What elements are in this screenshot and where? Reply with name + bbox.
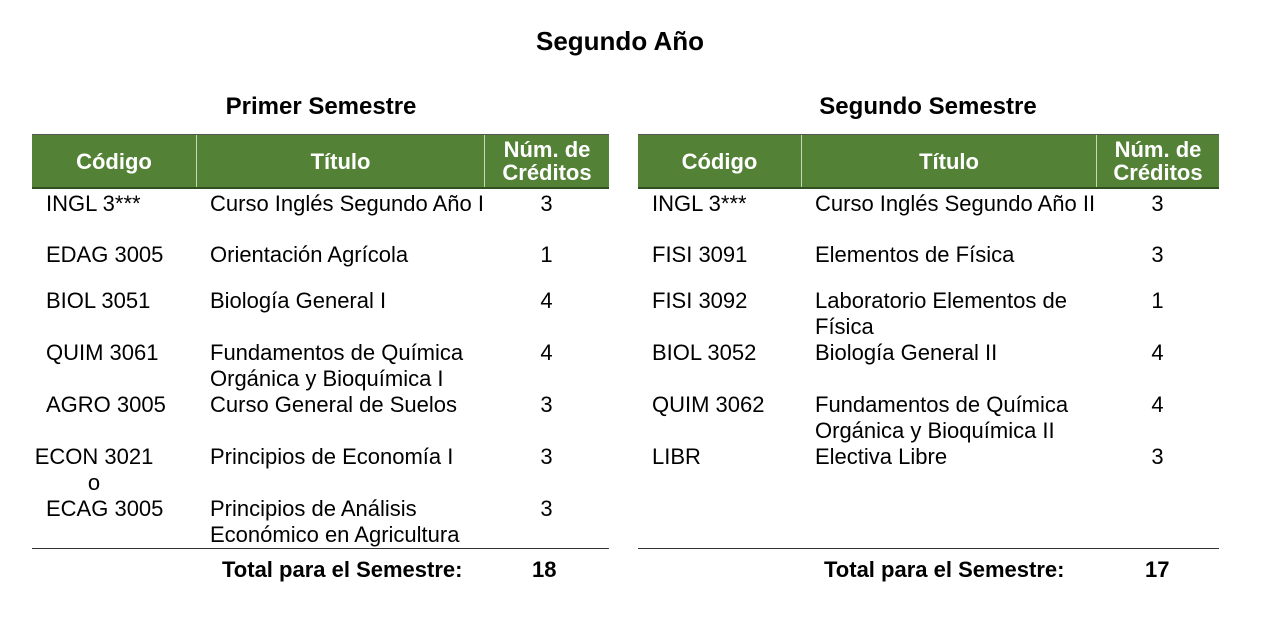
course-credits: 3 — [540, 444, 553, 469]
course-credits: 3 — [540, 392, 553, 417]
table-row — [32, 392, 609, 418]
course-title: Fundamentos de Química Orgánica y Bioquímica I — [210, 340, 464, 391]
header-title: Título — [196, 135, 484, 187]
table-row — [32, 191, 609, 217]
course-code: INGL 3*** — [652, 191, 747, 216]
course-credits: 3 — [1151, 242, 1164, 267]
course-credits: 3 — [1151, 191, 1164, 216]
table-row — [32, 496, 609, 548]
first-semester-body — [32, 189, 609, 549]
course-title: Biología General II — [815, 340, 998, 365]
header-title: Título — [801, 135, 1096, 187]
course-credits: 4 — [1151, 392, 1164, 417]
course-code: ECAG 3005 — [46, 496, 164, 521]
second-semester-table — [638, 134, 1219, 549]
header-credits-line1: Núm. de — [1114, 137, 1202, 162]
course-title: Curso General de Suelos — [210, 392, 458, 417]
first-semester-heading: Primer Semestre — [225, 93, 417, 120]
course-title: Electiva Libre — [815, 444, 948, 469]
table-row — [638, 444, 1219, 470]
header-code: Código — [76, 148, 152, 174]
course-code: AGRO 3005 — [46, 392, 166, 417]
course-credits: 4 — [540, 340, 553, 365]
course-title: Fundamentos de Química Orgánica y Bioquímica II — [815, 392, 1069, 443]
header-code: Código — [681, 148, 758, 174]
course-code: ECON 3021 o — [34, 444, 154, 495]
header-credits — [484, 135, 609, 187]
course-code: QUIM 3062 — [652, 392, 765, 417]
course-code: FISI 3091 — [652, 242, 748, 267]
header-credits-line2: Créditos — [502, 160, 592, 185]
second-semester-total-value: 17 — [1145, 557, 1170, 582]
table-row — [638, 242, 1219, 268]
course-credits: 4 — [540, 288, 553, 313]
header-credits-line1: Núm. de — [503, 137, 591, 162]
course-title: Curso Inglés Segundo Año I — [210, 191, 484, 216]
header-credits — [1096, 135, 1219, 187]
course-code: FISI 3092 — [652, 288, 748, 313]
table-header — [32, 135, 609, 189]
course-title: Laboratorio Elementos de Física — [815, 288, 1067, 339]
table-row — [638, 392, 1219, 444]
course-code: QUIM 3061 — [46, 340, 159, 365]
course-credits: 3 — [1151, 444, 1164, 469]
first-semester-table — [32, 134, 609, 549]
course-code: EDAG 3005 — [46, 242, 164, 267]
course-title: Principios de Análisis Económico en Agricultura — [210, 496, 460, 547]
course-credits: 1 — [540, 242, 553, 267]
course-code: LIBR — [652, 444, 701, 469]
course-title: Principios de Economía I — [210, 444, 454, 469]
table-header — [638, 135, 1219, 189]
table-row — [32, 340, 609, 392]
course-title: Biología General I — [210, 288, 387, 313]
page-title: Segundo Año — [535, 26, 704, 56]
course-code: BIOL 3052 — [652, 340, 757, 365]
table-row — [638, 288, 1219, 340]
course-code: BIOL 3051 — [46, 288, 151, 313]
course-credits: 4 — [1151, 340, 1164, 365]
table-row — [638, 340, 1219, 366]
second-semester-total-label: Total para el Semestre: — [824, 557, 1065, 582]
second-semester-heading: Segundo Semestre — [819, 93, 1037, 120]
second-semester-body — [638, 189, 1219, 549]
course-credits: 1 — [1151, 288, 1164, 313]
first-semester-total-label: Total para el Semestre: — [222, 557, 463, 582]
course-code: INGL 3*** — [46, 191, 141, 216]
course-credits: 3 — [540, 496, 553, 521]
course-credits: 3 — [540, 191, 553, 216]
course-title: Elementos de Física — [815, 242, 1015, 267]
table-row — [32, 242, 609, 268]
course-title: Curso Inglés Segundo Año II — [815, 191, 1096, 216]
table-row — [32, 444, 609, 496]
first-semester-total-value: 18 — [532, 557, 557, 582]
table-row — [32, 288, 609, 314]
header-credits-line2: Créditos — [1113, 160, 1203, 185]
course-title: Orientación Agrícola — [210, 242, 409, 267]
table-row — [638, 191, 1219, 217]
